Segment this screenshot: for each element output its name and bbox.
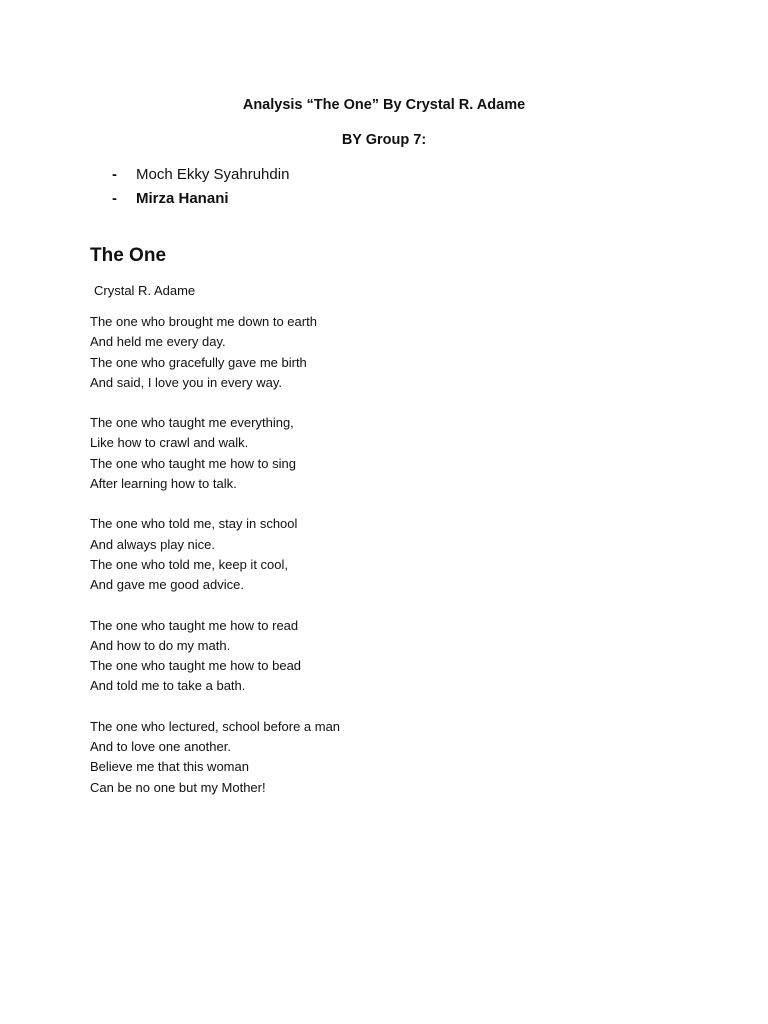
stanza: [90, 616, 340, 697]
document-title: Analysis “The One” By Crystal R. Adame: [242, 97, 526, 113]
poem-author: Crystal R. Adame: [94, 283, 196, 298]
stanza: [90, 514, 340, 595]
poem-line: Like how to crawl and walk.: [90, 435, 249, 451]
poem-line: Believe me that this woman: [90, 759, 249, 775]
poem-line: And said, I love you in every way.: [90, 374, 282, 390]
stanza: [90, 413, 340, 494]
group-heading: BY Group 7:: [341, 132, 427, 148]
poem-title: The One: [90, 245, 167, 266]
list-dash: -: [112, 166, 117, 183]
member-item: [112, 163, 289, 187]
poem-line: The one who told me, keep it cool,: [90, 556, 289, 572]
poem-line: And held me every day.: [90, 334, 226, 350]
member-name: Moch Ekky Syahruhdin: [136, 166, 290, 183]
poem-line: The one who taught me how to read: [90, 617, 299, 633]
list-dash: -: [112, 190, 117, 207]
member-name: Mirza Hanani: [136, 190, 229, 207]
stanza: [90, 717, 340, 798]
poem-line: And how to do my math.: [90, 637, 231, 653]
poem-line: And gave me good advice.: [90, 577, 244, 593]
poem-line: The one who told me, stay in school: [90, 516, 298, 532]
poem-line: And told me to take a bath.: [90, 678, 246, 694]
member-list: [112, 163, 289, 211]
poem-line: After learning how to talk.: [90, 476, 237, 492]
poem-line: And always play nice.: [90, 536, 216, 552]
poem-line: The one who taught me everything,: [90, 415, 294, 431]
poem-body: [90, 312, 340, 818]
poem-line: And to love one another.: [90, 739, 231, 755]
poem-line: The one who taught me how to sing: [90, 455, 296, 471]
member-item: [112, 187, 289, 211]
poem-line: The one who brought me down to earth: [90, 314, 317, 329]
poem-line: The one who gracefully gave me birth: [90, 354, 307, 370]
poem-line: Can be no one but my Mother!: [90, 779, 266, 795]
stanza: [90, 312, 340, 393]
poem-line: The one who taught me how to bead: [90, 658, 302, 674]
poem-line: The one who lectured, school before a man: [90, 718, 341, 734]
